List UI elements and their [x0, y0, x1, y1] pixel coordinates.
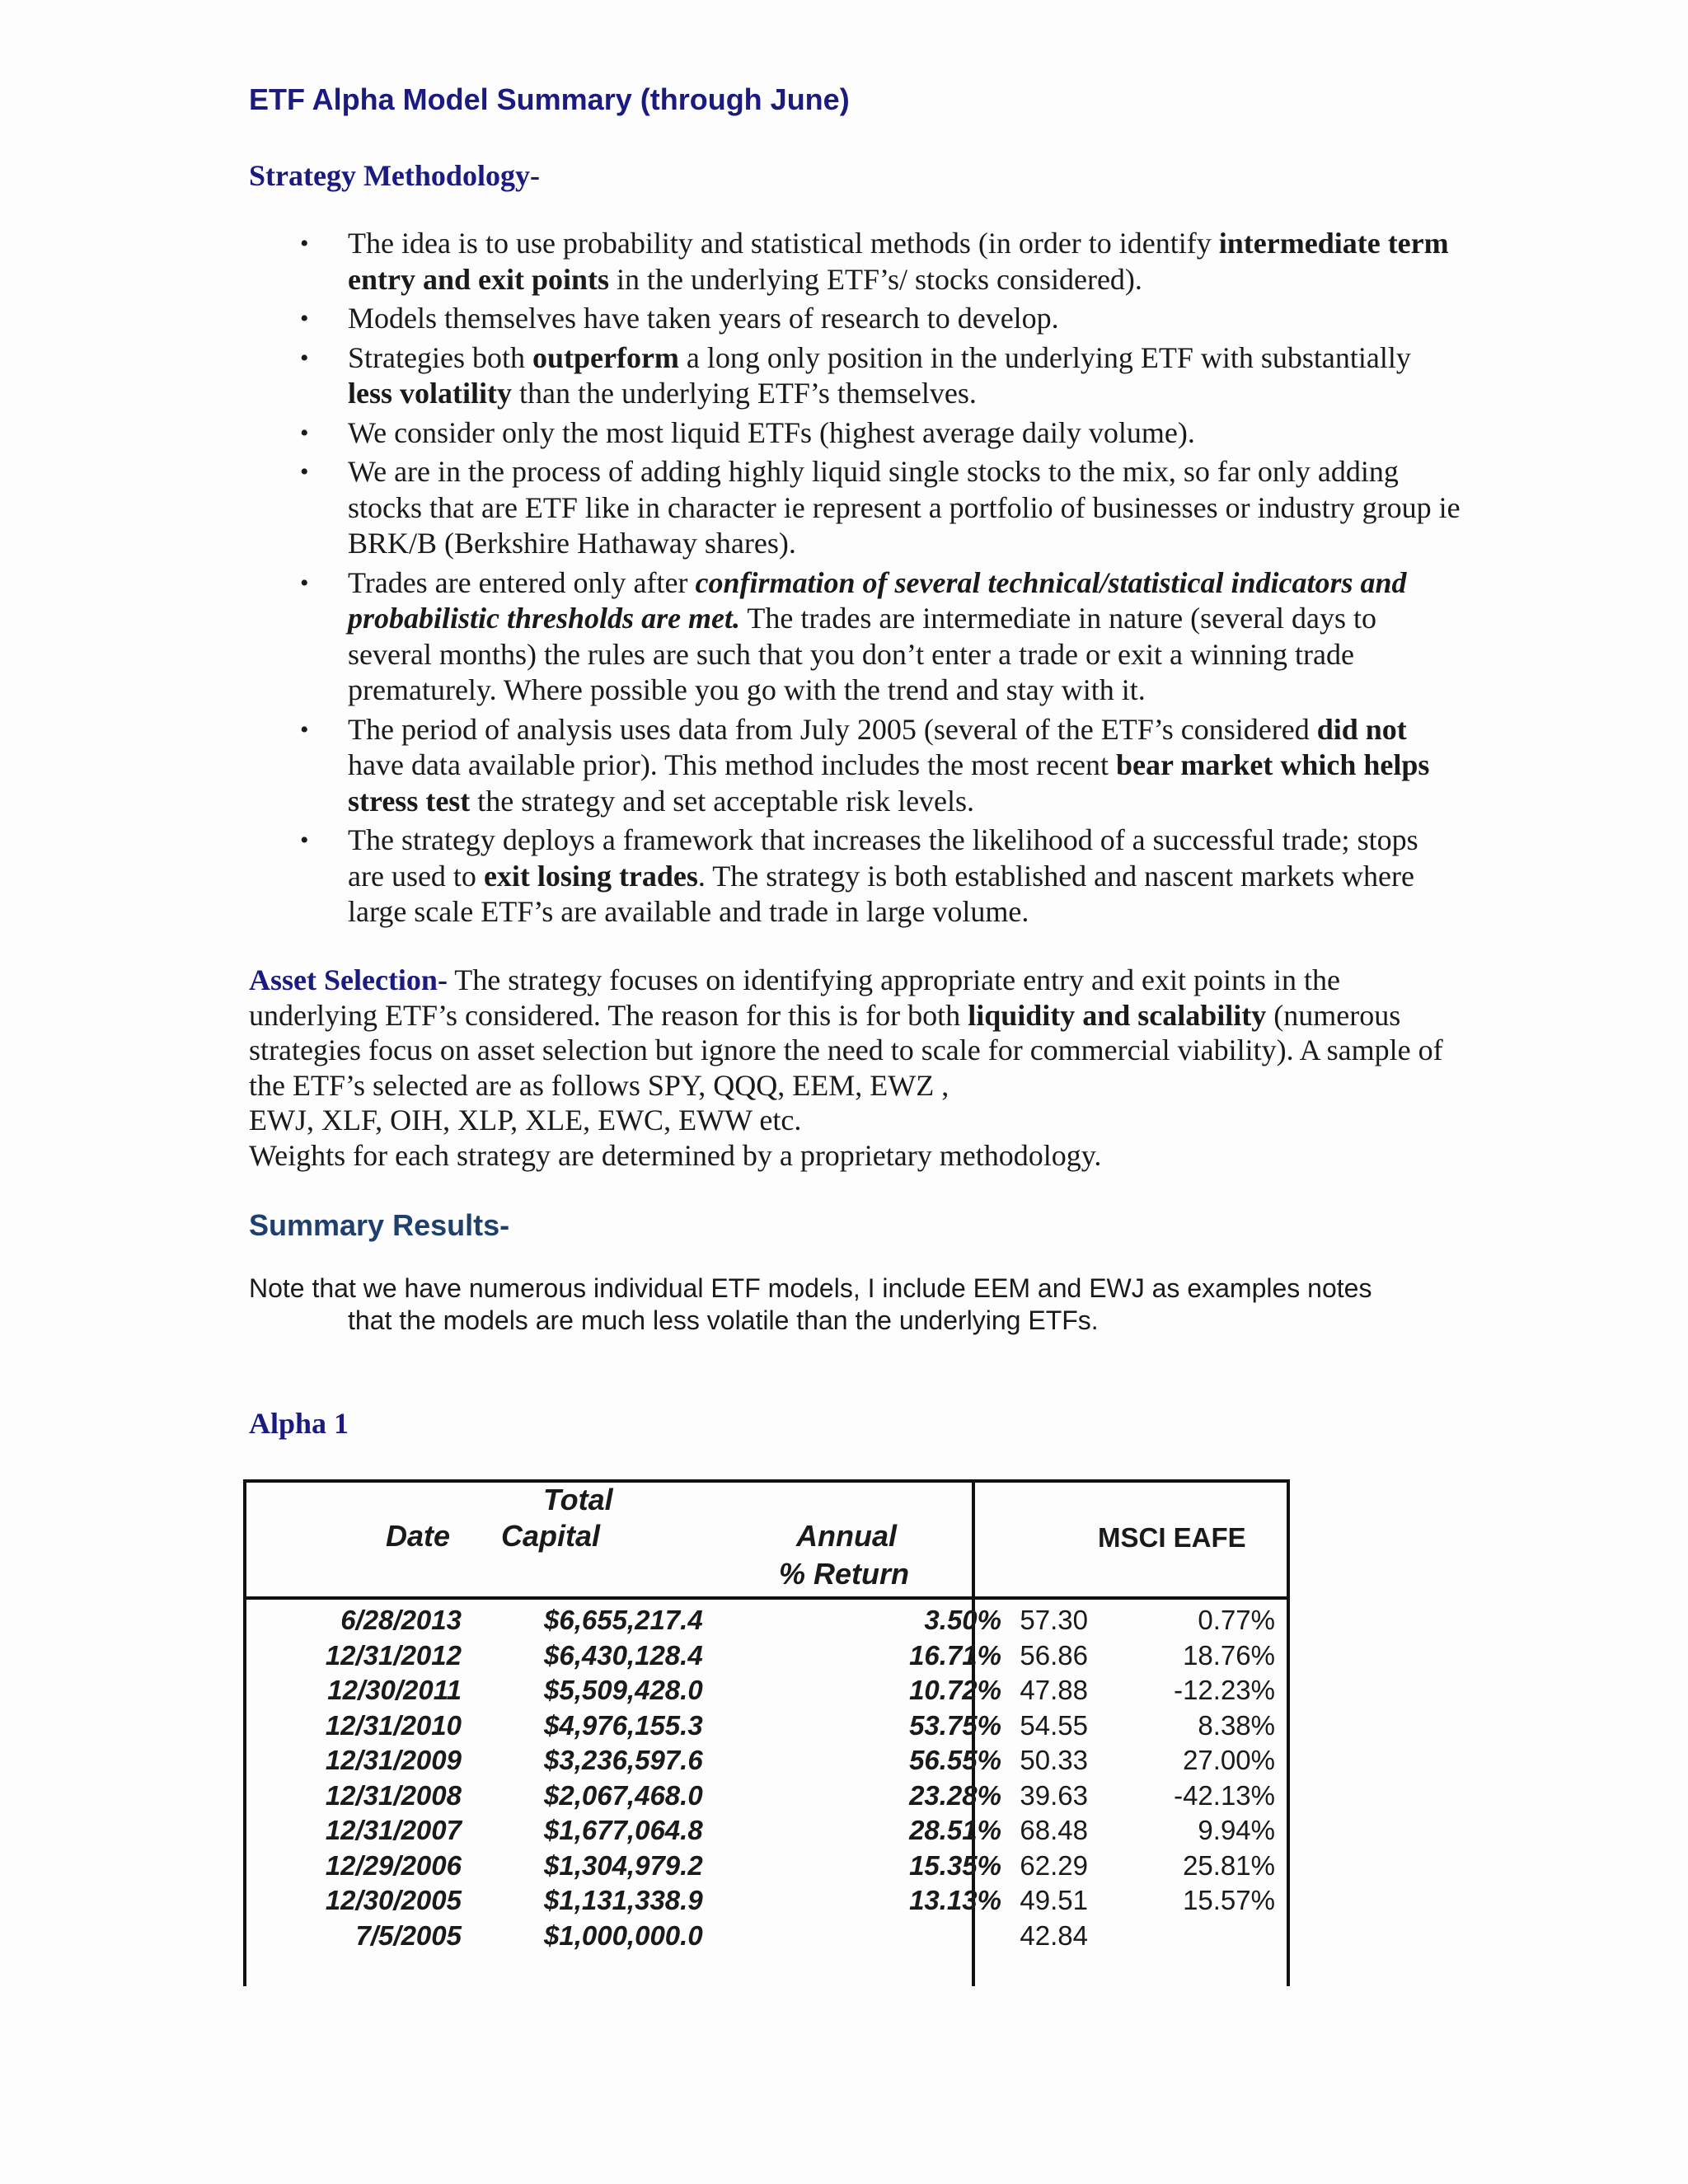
methodology-bullet: [249, 415, 1461, 452]
table-row: [243, 1638, 1290, 1674]
summary-note-line1: Note that we have numerous individual ETF models, I include EEM and EWJ as examples notes: [249, 1273, 1372, 1303]
cell-msci-eafe: 50.33: [1020, 1745, 1088, 1775]
asset-selection-text: The strategy focuses on identifying appropriate entry and exit points in the underlying ETF’s considered. The reason for this is for both: [249, 963, 1341, 1032]
cell-date: 7/5/2005: [355, 1919, 462, 1951]
bullet-text: The trades are intermediate in nature (several days to several months) the rules are such that you don’t enter a trade or exit a winning trade prematurely. Where possible you go with the trend and stay with it.: [348, 602, 1377, 706]
table-row: [243, 1919, 1290, 1954]
document-title: ETF Alpha Model Summary (through June): [249, 82, 850, 116]
cell-date: 12/31/2009: [325, 1745, 462, 1775]
header-annual: Annual: [796, 1519, 897, 1553]
header-msci-eafe: MSCI EAFE: [1098, 1522, 1246, 1553]
header-date: Date: [386, 1519, 451, 1553]
cell-annual-return: 23.28%: [909, 1779, 1001, 1811]
table-body: [243, 1603, 1290, 1953]
cell-date: 6/28/2013: [340, 1605, 462, 1635]
bullet-dot-icon: •: [300, 715, 309, 743]
asset-selection-etf-list: EWJ, XLF, OIH, XLP, XLE, EWC, EWW etc.: [249, 1104, 802, 1137]
cell-msci-return: 8.38%: [1198, 1709, 1275, 1741]
table-border-right: [1287, 1479, 1290, 1598]
cell-capital: $1,000,000.0: [544, 1919, 703, 1951]
cell-msci-return: 9.94%: [1198, 1815, 1275, 1845]
asset-selection-bold: liquidity and scalability: [968, 998, 1267, 1032]
cell-capital: $6,655,217.4: [544, 1605, 703, 1635]
methodology-bullet: [249, 301, 1461, 337]
cell-msci-return: -12.23%: [1174, 1675, 1275, 1705]
cell-annual-return: 15.35%: [909, 1849, 1001, 1881]
cell-date: 12/29/2006: [325, 1849, 462, 1881]
table-row: [243, 1708, 1290, 1744]
cell-msci-eafe: 57.30: [1020, 1605, 1088, 1635]
cell-msci-eafe: 49.51: [1020, 1885, 1088, 1915]
cell-capital: $1,131,338.9: [544, 1885, 703, 1915]
cell-annual-return: 56.55%: [909, 1745, 1001, 1775]
cell-msci-return: 27.00%: [1183, 1745, 1275, 1775]
table-row: [243, 1603, 1290, 1638]
bullet-text: did not: [1316, 712, 1407, 746]
cell-msci-eafe: 47.88: [1020, 1675, 1088, 1705]
bullet-text: Strategies both: [348, 340, 532, 374]
bullet-text: bear market which helps stress test: [348, 748, 1430, 818]
alpha-heading: Alpha 1: [249, 1407, 349, 1440]
bullet-text: The period of analysis uses data from July 2005 (several of the ETF’s considered: [348, 712, 1317, 746]
cell-annual-return: 53.75%: [909, 1709, 1001, 1741]
bullet-dot-icon: •: [300, 458, 309, 485]
cell-msci-eafe: 54.55: [1020, 1709, 1088, 1741]
cell-capital: $1,677,064.8: [544, 1815, 703, 1845]
header-total: Total: [543, 1483, 613, 1516]
cell-msci-eafe: 68.48: [1020, 1815, 1088, 1845]
asset-selection-weights: Weights for each strategy are determined by a proprietary methodology.: [249, 1138, 1102, 1172]
cell-capital: $1,304,979.2: [544, 1849, 703, 1881]
methodology-bullet: [249, 340, 1461, 412]
bullet-text: confirmation of several technical/statistical indicators and probabilistic thresholds are met.: [348, 565, 1407, 635]
bullet-text: a long only position in the underlying ETF with substantially: [678, 340, 1411, 374]
table-row: [243, 1849, 1290, 1884]
methodology-heading: Strategy Methodology-: [249, 159, 540, 192]
cell-date: 12/31/2007: [325, 1815, 462, 1845]
cell-date: 12/31/2010: [325, 1709, 462, 1741]
bullet-text: the strategy and set acceptable risk levels.: [470, 784, 975, 818]
cell-msci-eafe: 62.29: [1020, 1849, 1088, 1881]
table-row: [243, 1673, 1290, 1708]
table-border-top: [243, 1479, 1290, 1483]
table-row: [243, 1813, 1290, 1849]
bullet-text: . The strategy is both established and nascent markets where large scale ETF’s are available and trade in large volume.: [348, 859, 1415, 928]
bullet-dot-icon: •: [300, 419, 309, 447]
methodology-bullet: [249, 565, 1461, 709]
bullet-text: have data available prior). This method includes the most recent: [348, 748, 1117, 781]
table-row: [243, 1743, 1290, 1779]
cell-date: 12/30/2005: [325, 1885, 462, 1915]
bullet-dot-icon: •: [300, 230, 309, 257]
cell-msci-return: -42.13%: [1174, 1779, 1275, 1811]
bullet-text: We are in the process of adding highly liquid single stocks to the mix, so far only adding stocks that are ETF like in character ie represent a portfolio of businesses or industry group ie BRK/B (Berkshire Hathaway shares).: [348, 455, 1461, 560]
header-pct-return: % Return: [779, 1557, 910, 1591]
cell-msci-eafe: 39.63: [1020, 1779, 1088, 1811]
cell-msci-return: 0.77%: [1198, 1605, 1275, 1635]
table-header-separator: [243, 1596, 1290, 1600]
bullet-text: The idea is to use probability and statistical methods (in order to identify: [348, 227, 1219, 260]
summary-note: [249, 1272, 1469, 1337]
bullet-text: intermediate term entry and exit points: [348, 227, 1449, 296]
table-row: [243, 1779, 1290, 1814]
cell-date: 12/31/2012: [325, 1639, 462, 1671]
cell-date: 12/30/2011: [327, 1675, 462, 1705]
cell-capital: $3,236,597.6: [544, 1745, 703, 1775]
bullet-text: Trades are entered only after: [348, 565, 696, 599]
cell-msci-return: 25.81%: [1183, 1849, 1275, 1881]
asset-selection-label: Asset Selection-: [249, 963, 448, 996]
cell-annual-return: 10.72%: [909, 1675, 1001, 1705]
bullet-text: exit losing trades: [483, 859, 698, 893]
bullet-dot-icon: •: [300, 569, 309, 597]
bullet-text: Models themselves have taken years of research to develop.: [348, 302, 1059, 335]
bullet-text: in the underlying ETF’s/ stocks considered).: [609, 262, 1142, 296]
cell-capital: $6,430,128.4: [544, 1639, 703, 1671]
summary-note-line2: that the models are much less volatile than the underlying ETFs.: [348, 1305, 1099, 1335]
header-capital: Capital: [501, 1519, 601, 1553]
cell-msci-return: 15.57%: [1183, 1885, 1275, 1915]
cell-annual-return: 3.50%: [924, 1605, 1001, 1635]
cell-annual-return: 13.13%: [909, 1885, 1001, 1915]
asset-selection-text-2: (numerous strategies focus on asset selection but ignore the need to scale for commercial viability). A sample of the ETF’s selected are as follows SPY, QQQ, EEM, EWZ ,: [249, 998, 1443, 1102]
cell-msci-eafe: 56.86: [1020, 1639, 1088, 1671]
cell-msci-eafe: 42.84: [1020, 1919, 1088, 1951]
bullet-text: than the underlying ETF’s themselves.: [511, 377, 977, 410]
methodology-bullet: [249, 226, 1461, 298]
methodology-bullet: [249, 454, 1461, 562]
table-row: [243, 1883, 1290, 1919]
cell-annual-return: 16.71%: [909, 1639, 1001, 1671]
cell-date: 12/31/2008: [325, 1779, 462, 1811]
asset-selection-paragraph: [249, 963, 1469, 1173]
bullet-dot-icon: •: [300, 827, 309, 854]
methodology-bullet: [249, 712, 1461, 820]
alpha-results-table: [243, 1479, 1290, 1986]
cell-annual-return: 28.51%: [909, 1815, 1001, 1845]
methodology-bullet: [249, 823, 1461, 930]
bullet-text: The strategy deploys a framework that increases the likelihood of a successful trade; stops are used to: [348, 823, 1418, 893]
cell-capital: $5,509,428.0: [544, 1675, 703, 1705]
methodology-bullet-list: [249, 226, 1461, 934]
bullet-text: We consider only the most liquid ETFs (highest average daily volume).: [348, 415, 1195, 449]
cell-capital: $4,976,155.3: [544, 1709, 703, 1741]
bullet-dot-icon: •: [300, 344, 309, 372]
cell-capital: $2,067,468.0: [544, 1779, 703, 1811]
bullet-dot-icon: •: [300, 305, 309, 332]
bullet-text: less volatility: [348, 377, 512, 410]
cell-msci-return: 18.76%: [1183, 1639, 1275, 1671]
summary-heading: Summary Results-: [249, 1208, 510, 1242]
bullet-text: outperform: [532, 340, 679, 374]
